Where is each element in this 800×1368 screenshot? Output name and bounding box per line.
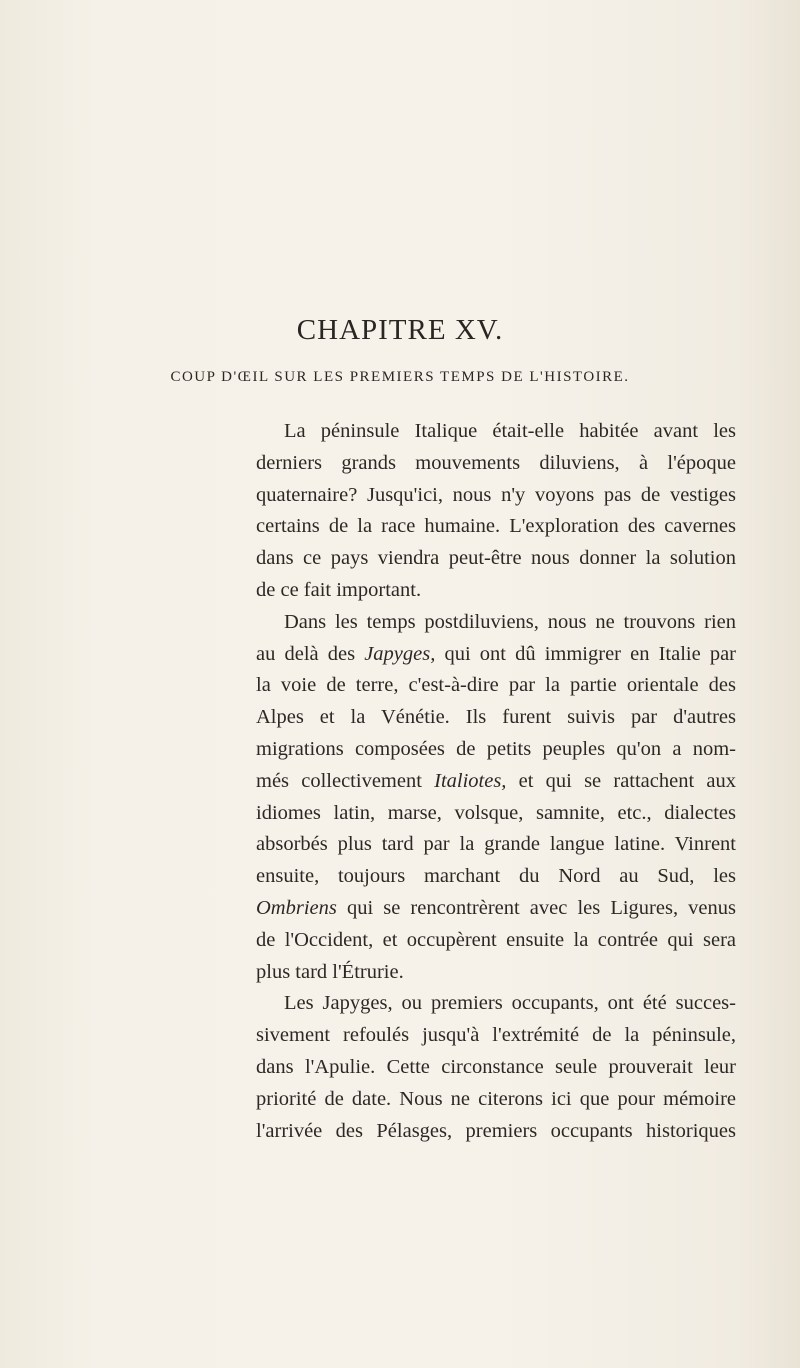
paragraph (256, 988, 736, 1147)
text-line: més collectivement Italiotes, et qui se rattachent aux (256, 769, 736, 792)
italic-term: Ombriens (256, 896, 337, 919)
text-line: dans l'Apulie. Cette circonstance seule prouverait leur (256, 1055, 736, 1078)
text-line: priorité de date. Nous ne citerons ici que pour mémoire (256, 1087, 736, 1110)
italic-term: Italiotes, (434, 769, 507, 792)
text-line: idiomes latin, marse, volsque, samnite, etc., dialectes (256, 801, 736, 824)
text-line: sivement refoulés jusqu'à l'extrémité de la péninsule, (256, 1024, 736, 1047)
text-line: de l'Occident, et occupèrent ensuite la contrée qui sera (256, 928, 736, 951)
text-line: derniers grands mouvements diluviens, à l'époque (256, 451, 736, 474)
text-line: migrations composées de petits peuples qu'on a nom- (256, 737, 736, 760)
text-line: plus tard l'Étrurie. (256, 960, 404, 983)
text-line: dans ce pays viendra peut-être nous donner la solution (256, 547, 736, 570)
text-line: au delà des Japyges, qui ont dû immigrer en Italie par (256, 642, 736, 665)
chapter-title: CHAPITRE XV. (296, 314, 504, 346)
text-line: Dans les temps postdiluviens, nous ne trouvons rien (284, 610, 736, 633)
text-line: absorbés plus tard par la grande langue latine. Vinrent (256, 833, 736, 856)
text-line: Ombriens qui se rencontrèrent avec les Ligures, venus (256, 896, 736, 919)
chapter-subtitle: COUP D'ŒIL SUR LES PREMIERS TEMPS DE L'HISTOIRE. (170, 369, 630, 385)
paragraph (256, 607, 736, 989)
text-line: de ce fait important. (256, 578, 422, 601)
text-line: La péninsule Italique était-elle habitée avant les (284, 420, 736, 442)
text-line: la voie de terre, c'est-à-dire par la partie orientale des (256, 674, 736, 697)
text-line: certains de la race humaine. L'exploration des cavernes (256, 515, 736, 538)
text-line: ensuite, toujours marchant du Nord au Sud, les (256, 865, 736, 888)
body-text (256, 416, 736, 1147)
text-line: Les Japyges, ou premiers occupants, ont été succes- (284, 992, 736, 1015)
text-line: quaternaire? Jusqu'ici, nous n'y voyons pas de vestiges (256, 483, 736, 506)
text-line: l'arrivée des Pélasges, premiers occupants historiques (256, 1119, 736, 1142)
paragraph (256, 416, 736, 607)
text-line: Alpes et la Vénétie. Ils furent suivis par d'autres (256, 706, 736, 729)
italic-term: Japyges, (364, 642, 436, 665)
